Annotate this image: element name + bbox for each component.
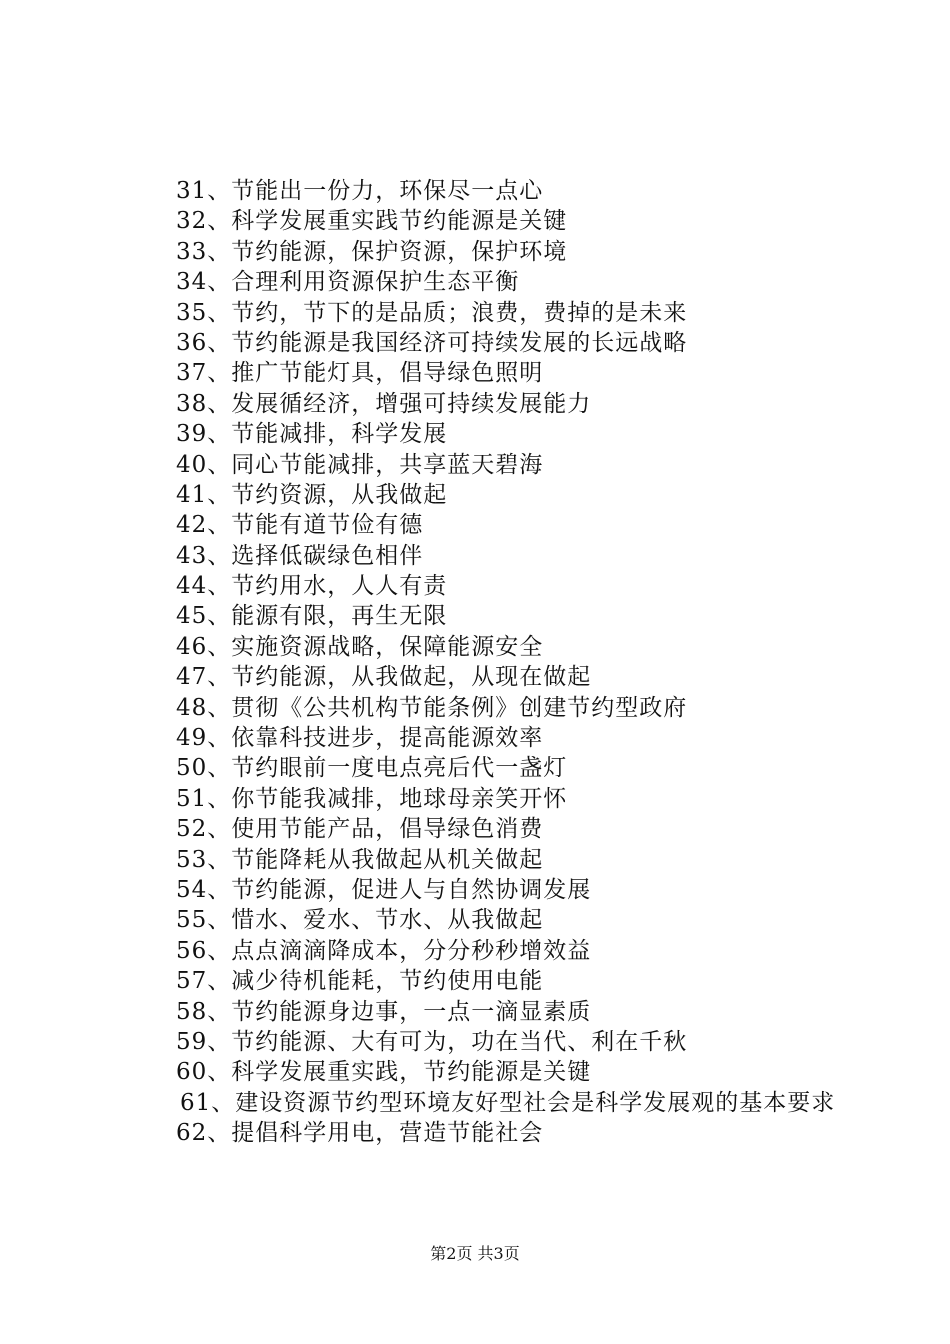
list-item: 35、节约，节下的是品质；浪费，费掉的是未来 <box>176 299 688 326</box>
list-item: 57、减少待机能耗，节约使用电能 <box>176 968 544 995</box>
list-item: 60、科学发展重实践，节约能源是关键 <box>176 1059 592 1086</box>
list-item: 59、节约能源、大有可为，功在当代、利在千秋 <box>176 1028 688 1055</box>
list-item: 32、科学发展重实践节约能源是关键 <box>176 208 568 235</box>
list-item: 31、节能出一份力，环保尽一点心 <box>176 178 544 204</box>
list-item: 53、节能降耗从我做起从机关做起 <box>176 846 544 873</box>
list-item: 36、节约能源是我国经济可持续发展的长远战略 <box>176 329 688 356</box>
list-item: 38、发展循经济，增强可持续发展能力 <box>176 390 592 417</box>
page-number-footer: 第2页 共3页 <box>430 1244 520 1263</box>
list-item: 39、节能减排，科学发展 <box>176 421 448 448</box>
list-item: 33、节约能源，保护资源，保护环境 <box>176 238 568 265</box>
list-item: 37、推广节能灯具，倡导绿色照明 <box>176 360 544 387</box>
list-item: 55、惜水、爱水、节水、从我做起 <box>176 907 544 934</box>
list-item: 43、选择低碳绿色相伴 <box>176 542 424 569</box>
list-item: 44、节约用水，人人有责 <box>176 573 448 600</box>
list-item: 49、依靠科技进步，提高能源效率 <box>176 725 544 752</box>
list-item: 46、实施资源战略，保障能源安全 <box>176 633 544 660</box>
list-item: 51、你节能我减排，地球母亲笑开怀 <box>176 785 568 812</box>
list-item: 45、能源有限，再生无限 <box>176 603 448 630</box>
list-item: 58、节约能源身边事，一点一滴显素质 <box>176 998 592 1025</box>
list-item: 34、合理利用资源保护生态平衡 <box>176 269 520 296</box>
list-item: 61、建设资源节约型环境友好型社会是科学发展观的基本要求 <box>180 1089 836 1116</box>
slogan-list <box>130 176 850 1149</box>
list-item: 52、使用节能产品，倡导绿色消费 <box>176 816 544 843</box>
list-item: 62、提倡科学用电，营造节能社会 <box>176 1120 544 1147</box>
list-item: 50、节约眼前一度电点亮后代一盏灯 <box>176 755 568 782</box>
list-item: 48、贯彻《公共机构节能条例》创建节约型政府 <box>176 694 688 721</box>
list-item: 47、节约能源，从我做起，从现在做起 <box>176 664 592 691</box>
list-item: 41、节约资源，从我做起 <box>176 481 448 508</box>
list-item: 42、节能有道节俭有德 <box>176 512 424 539</box>
list-item: 56、点点滴滴降成本，分分秒秒增效益 <box>176 937 592 964</box>
list-item: 54、节约能源，促进人与自然协调发展 <box>176 876 592 903</box>
list-item: 40、同心节能减排，共享蓝天碧海 <box>176 451 544 478</box>
